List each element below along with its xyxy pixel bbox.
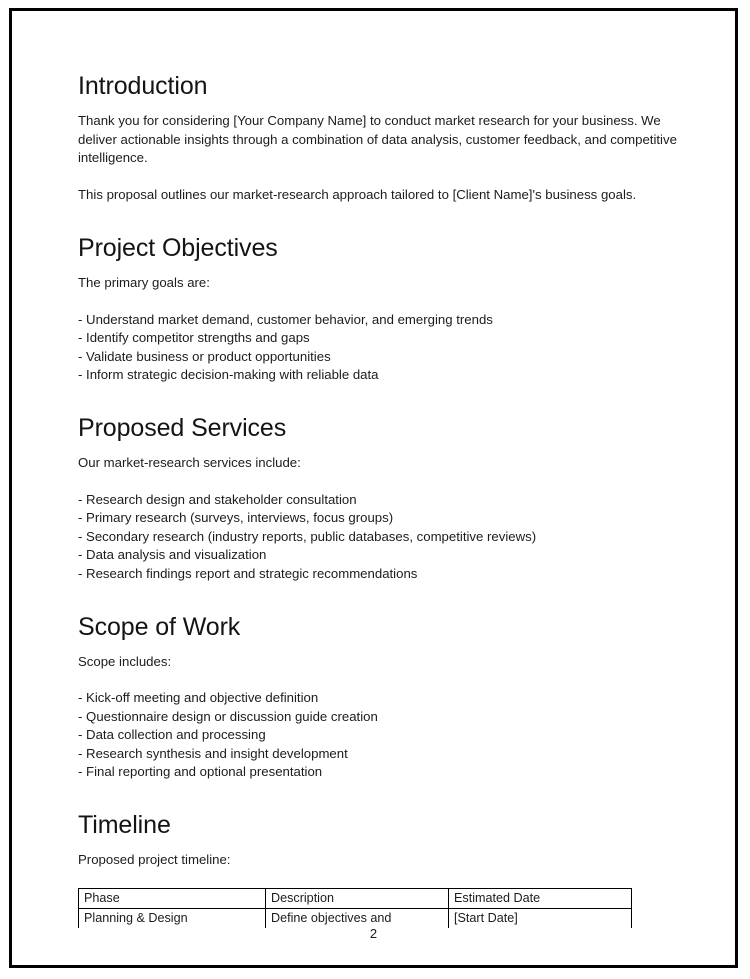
page-number: 2: [369, 926, 378, 941]
list-proposed-services: [78, 491, 688, 584]
list-item: - Questionnaire design or discussion guide creation: [78, 708, 378, 724]
list-item: - Research synthesis and insight development: [78, 745, 348, 761]
document-page: [9, 8, 738, 968]
document-content: [78, 71, 688, 929]
list-item: - Final reporting and optional presentation: [78, 764, 323, 780]
section-timeline: [78, 810, 688, 929]
list-item: - Secondary research (industry reports, public databases, competitive reviews): [78, 528, 537, 544]
lead-project-objectives: The primary goals are:: [78, 274, 210, 290]
section-introduction: [78, 71, 688, 205]
list-item: - Validate business or product opportunities: [78, 348, 331, 364]
lead-proposed-services: Our market-research services include:: [78, 454, 301, 470]
table-cell: Planning & Design: [79, 908, 266, 928]
heading-proposed-services: Proposed Services: [78, 413, 287, 442]
paragraph-introduction-2: This proposal outlines our market-research approach tailored to [Client Name]'s business goals.: [78, 187, 637, 203]
list-item: - Research findings report and strategic recommendations: [78, 565, 418, 581]
list-item: - Primary research (surveys, interviews, focus groups): [78, 510, 394, 526]
list-item: - Understand market demand, customer behavior, and emerging trends: [78, 311, 493, 327]
timeline-table: [78, 888, 632, 929]
heading-scope-of-work: Scope of Work: [78, 612, 241, 641]
section-proposed-services: [78, 413, 688, 584]
table-header-cell: Phase: [79, 888, 266, 908]
table-cell: Define objectives and: [266, 908, 449, 928]
list-item: - Identify competitor strengths and gaps: [78, 330, 310, 346]
heading-introduction: Introduction: [78, 72, 208, 100]
section-scope-of-work: [78, 612, 688, 783]
list-item: - Kick-off meeting and objective definition: [78, 690, 319, 706]
list-item: - Data collection and processing: [78, 727, 266, 743]
list-scope-of-work: [78, 689, 688, 782]
table-header-cell: Description: [266, 888, 449, 908]
heading-timeline: Timeline: [78, 811, 171, 840]
list-item: - Data analysis and visualization: [78, 547, 267, 563]
table-row: [79, 888, 632, 908]
table-header-cell: Estimated Date: [449, 888, 632, 908]
list-project-objectives: [78, 311, 688, 385]
list-item: - Inform strategic decision-making with reliable data: [78, 367, 379, 383]
table-cell: [Start Date]: [449, 908, 632, 928]
list-item: - Research design and stakeholder consultation: [78, 491, 357, 507]
paragraph-introduction-1: Thank you for considering [Your Company Name] to conduct market research for your business. We deliver actionable insights through a combination of data analysis, customer feedback, and competitive intelligence.: [78, 113, 677, 166]
heading-project-objectives: Project Objectives: [78, 233, 278, 262]
lead-scope-of-work: Scope includes:: [78, 653, 172, 669]
lead-timeline: Proposed project timeline:: [78, 852, 231, 868]
section-project-objectives: [78, 233, 688, 385]
